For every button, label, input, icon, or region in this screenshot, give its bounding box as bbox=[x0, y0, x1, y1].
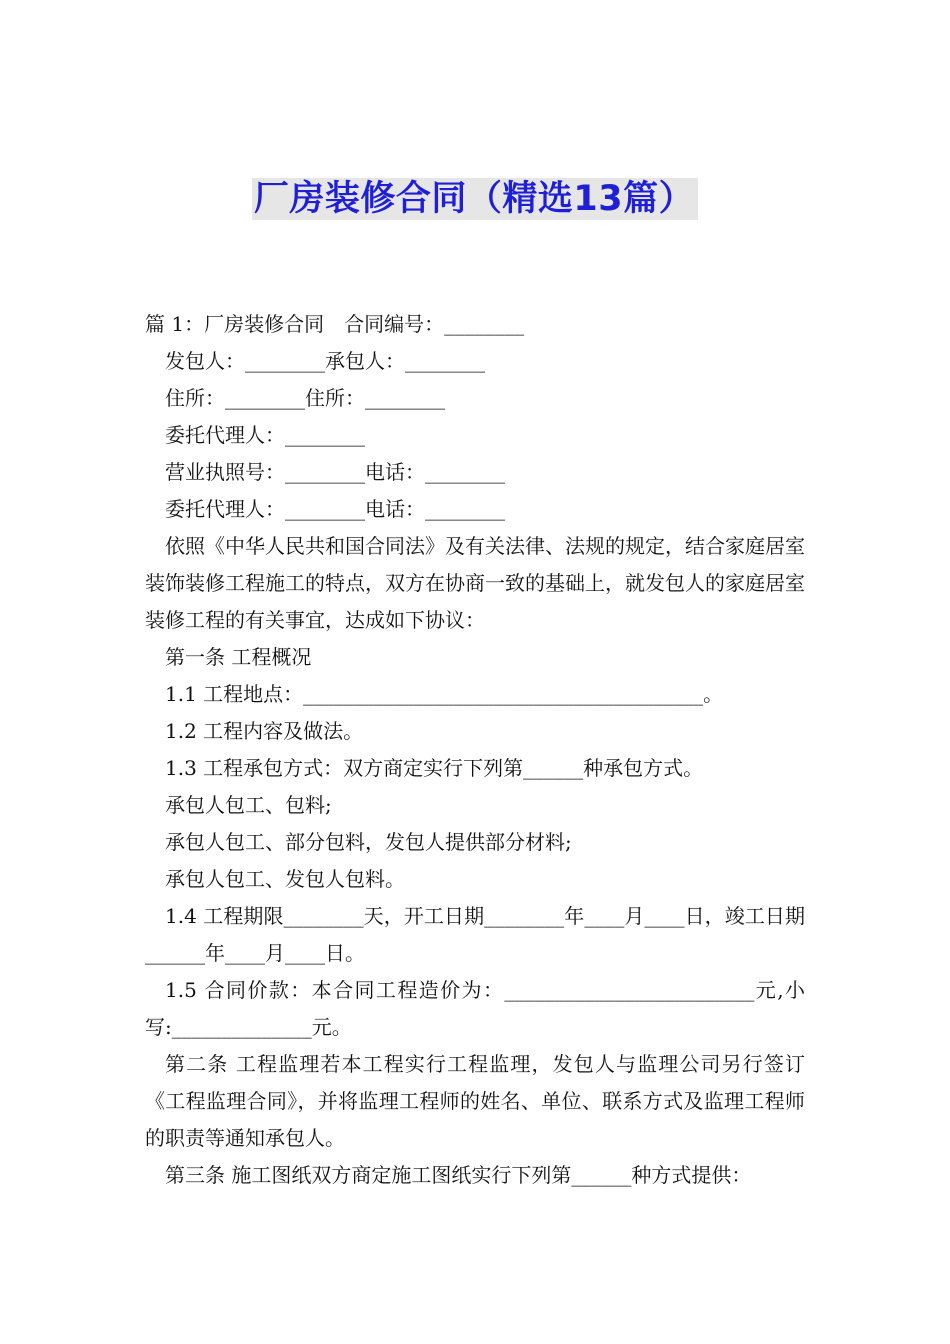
clause-1-3: 1.3 工程承包方式：双方商定实行下列第______种承包方式。 bbox=[165, 756, 704, 780]
clause-1-2: 1.2 工程内容及做法。 bbox=[165, 719, 364, 743]
contract-address-line: 住所：________住所：________ bbox=[165, 386, 445, 410]
clause-1-4: 1.4 工程期限________天，开工日期________年____月____日，竣工日期______年____月____日。 bbox=[145, 904, 805, 965]
article-3-paragraph: 第三条 施工图纸双方商定施工图纸实行下列第______种方式提供： bbox=[165, 1163, 752, 1187]
article-1-heading: 第一条 工程概况 bbox=[165, 645, 312, 669]
clause-1-1: 1.1 工程地点：________________________________________。 bbox=[165, 682, 724, 706]
document-title: 厂房装修合同（精选13篇） bbox=[252, 178, 698, 220]
intro-paragraph: 依照《中华人民共和国合同法》及有关法律、法规的规定，结合家庭居室装饰装修工程施工的特点，双方在协商一致的基础上，就发包人的家庭居室装修工程的有关事宜，达成如下协议： bbox=[145, 534, 805, 632]
contract-agent-phone-line: 委托代理人：________电话：________ bbox=[165, 497, 505, 521]
title-container bbox=[0, 178, 950, 220]
contract-header-line: 篇 1：厂房装修合同 合同编号：________ bbox=[145, 312, 525, 336]
contract-option-3: 承包人包工、发包人包料。 bbox=[165, 867, 405, 891]
clause-1-5: 1.5 合同价款：本合同工程造价为：_________________________元,小写:______________元。 bbox=[145, 978, 805, 1039]
contract-option-2: 承包人包工、部分包料，发包人提供部分材料; bbox=[165, 830, 572, 854]
article-2-paragraph: 第二条 工程监理若本工程实行工程监理，发包人与监理公司另行签订《工程监理合同》，并将监理工程师的姓名、单位、联系方式及监理工程师的职责等通知承包人。 bbox=[145, 1052, 805, 1150]
contract-agent-line: 委托代理人：________ bbox=[165, 423, 365, 447]
contract-license-line: 营业执照号：________电话：________ bbox=[165, 460, 505, 484]
contract-party-line: 发包人：________承包人：________ bbox=[165, 349, 485, 373]
document-body bbox=[145, 306, 805, 1194]
contract-option-1: 承包人包工、包料; bbox=[165, 793, 332, 817]
